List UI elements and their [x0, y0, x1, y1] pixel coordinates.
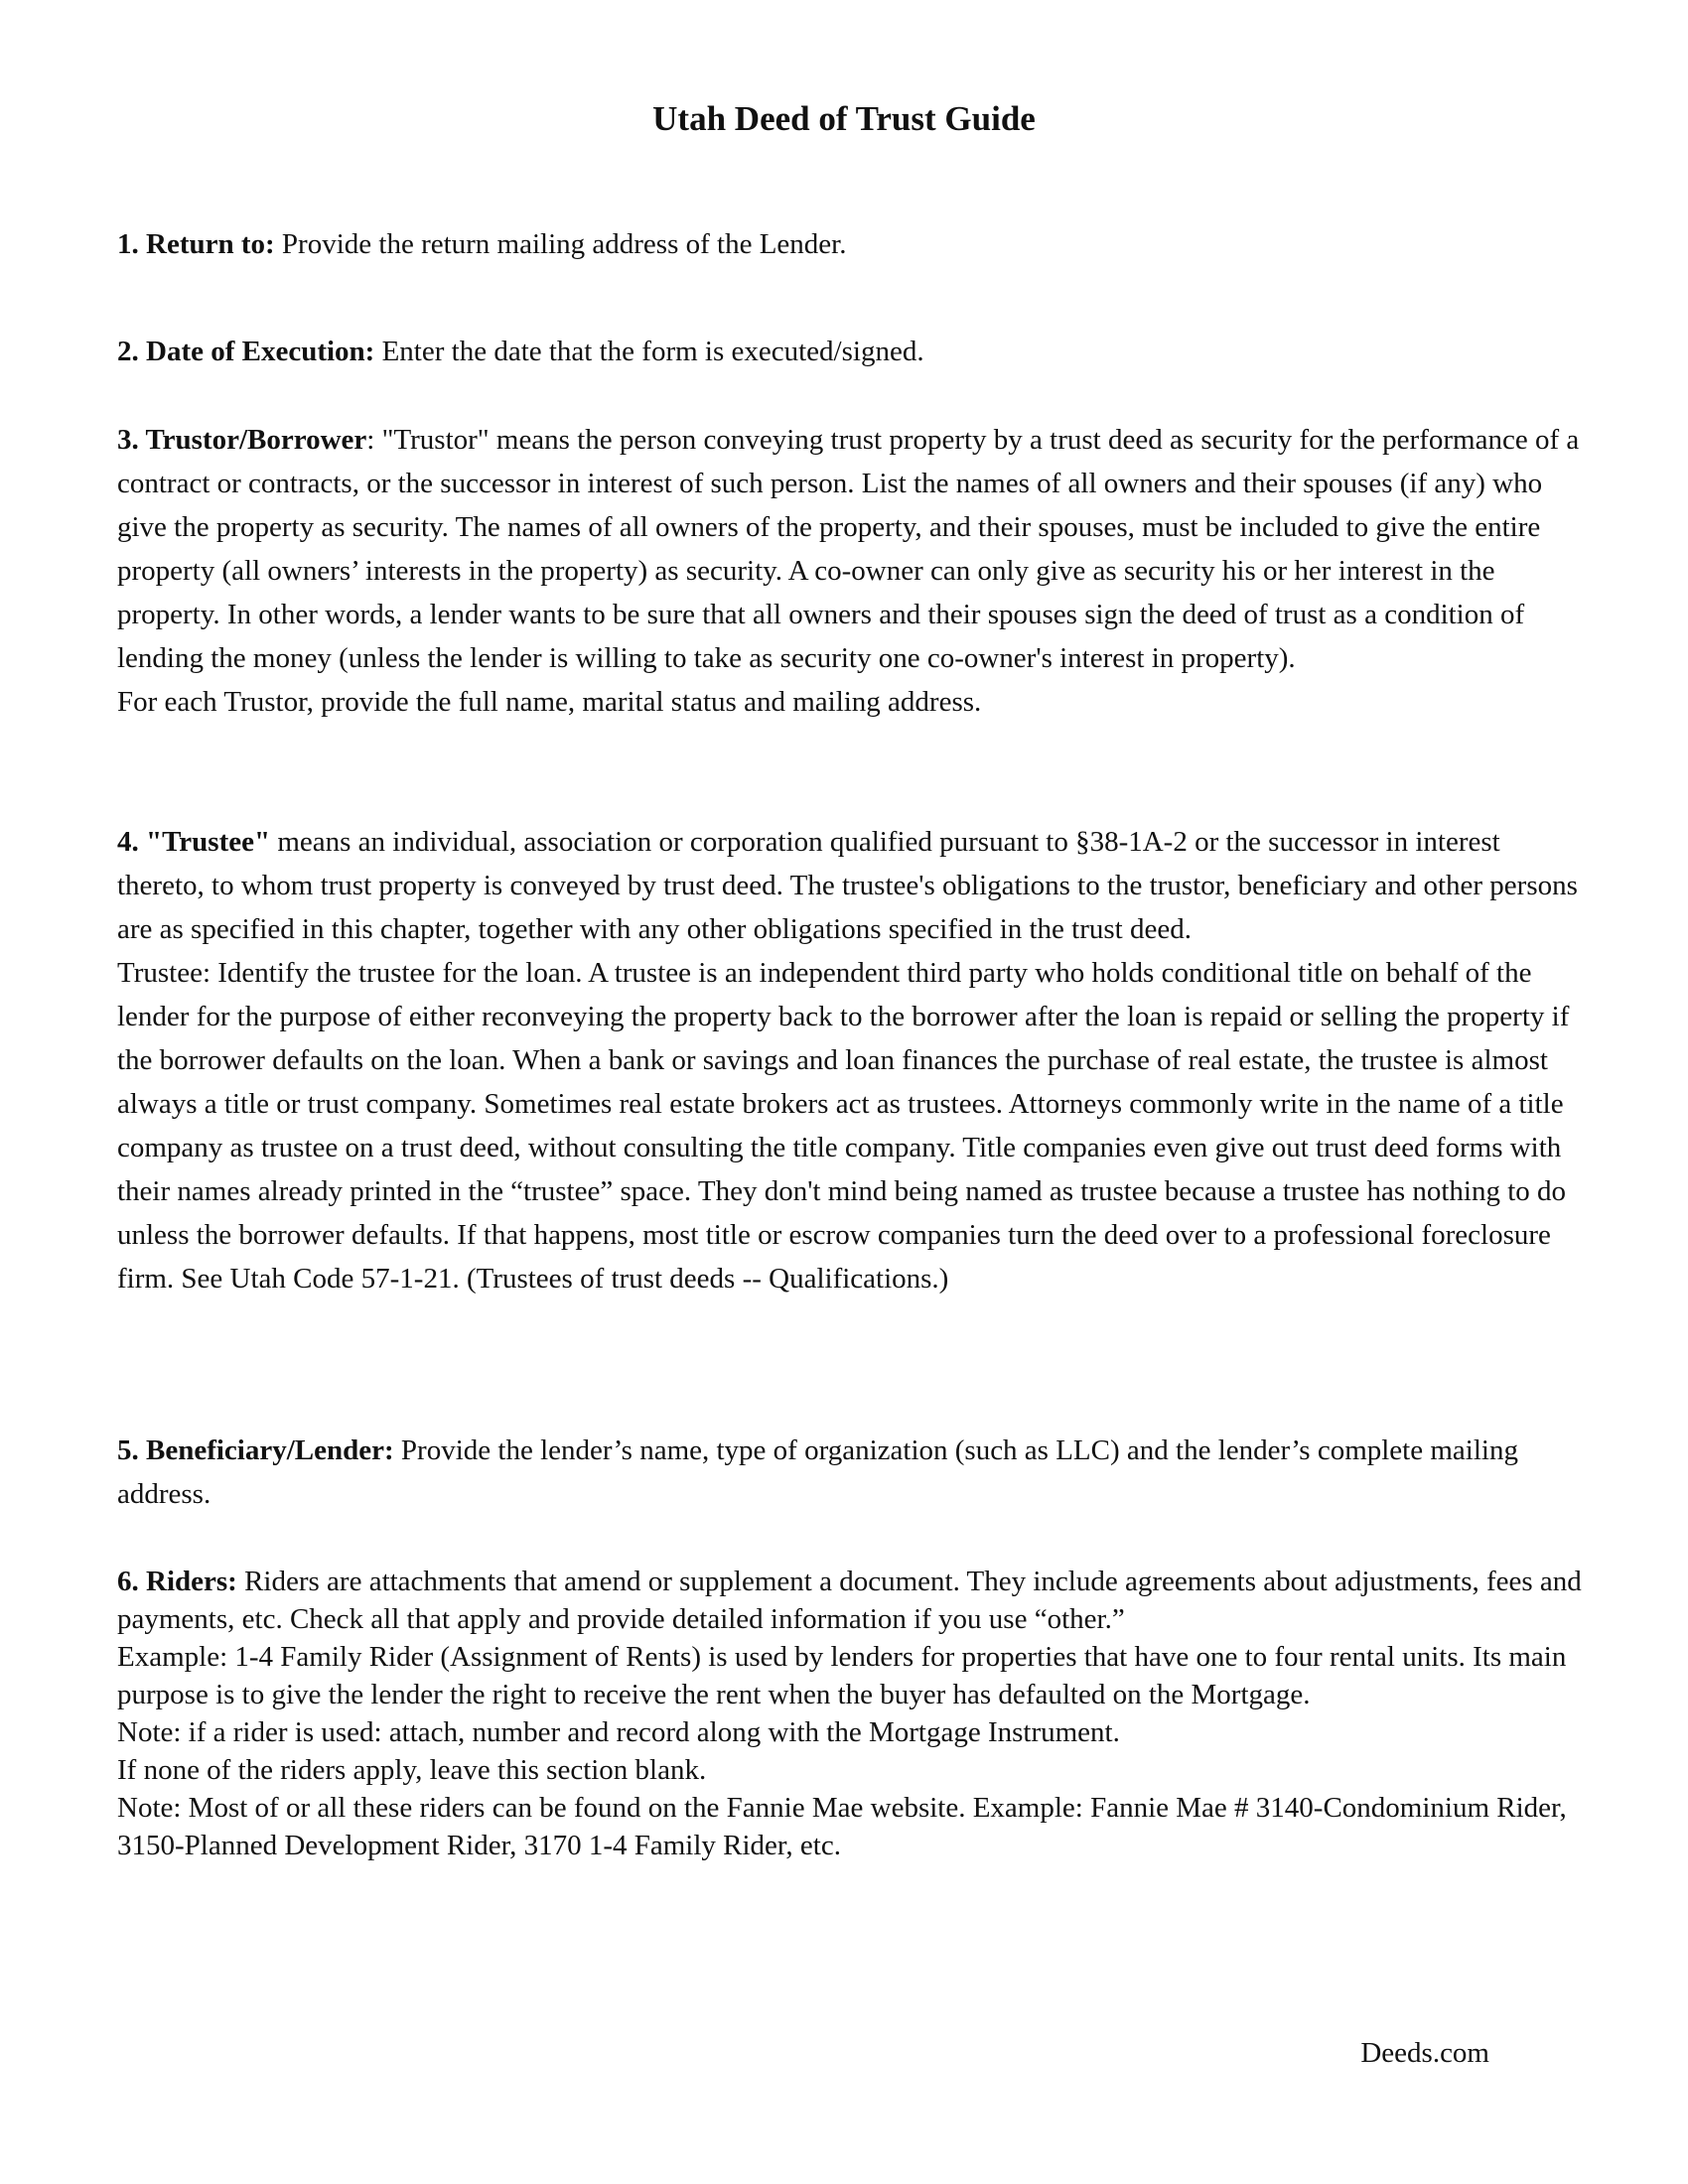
section-paragraph: For each Trustor, provide the full name, marital status and mailing address.: [117, 686, 982, 718]
section-paragraph: 4. "Trustee" means an individual, association or corporation qualified pursuant to §38-1A-2 or the successor in interest thereto, to whom trust property is conveyed by trust deed. The trustee's obligations to the trustor, beneficiary and other persons are as specified in this chapter, together with any other obligations specified in the trust deed.: [117, 826, 1578, 945]
section-paragraph: 6. Riders: Riders are attachments that amend or supplement a document. They include agreements about adjustments, fees and payments, etc. Check all that apply and provide detailed information if you use “other.”: [117, 1566, 1582, 1635]
page-title: Utah Deed of Trust Guide: [652, 99, 1036, 138]
section-paragraph: 3. Trustor/Borrower: "Trustor" means the person conveying trust property by a trust deed as security for the performance of a contract or contracts, or the successor in interest of such person. List the names of all owners and their spouses (if any) who give the property as security. The names of all owners of the property, and their spouses, must be included to give the entire property (all owners’ interests in the property) as security. A co-owner can only give as security his or her interest in the property. In other words, a lender wants to be sure that all owners and their spouses sign the deed of trust as a condition of lending the money (unless the lender is willing to take as security one co-owner's interest in property).: [117, 424, 1580, 674]
section-paragraph: 5. Beneficiary/Lender: Provide the lender’s name, type of organization (such as LLC) and the lender’s complete mailing address.: [117, 1434, 1518, 1510]
section-return-to: [117, 222, 1592, 266]
section-trustee: [117, 820, 1592, 1300]
section-paragraph: Note: if a rider is used: attach, number and record along with the Mortgage Instrument.: [117, 1716, 1120, 1748]
section-label: 1. Return to:: [117, 228, 275, 260]
section-paragraph: Example: 1-4 Family Rider (Assignment of Rents) is used by lenders for properties that have one to four rental units. Its main purpose is to give the lender the right to receive the rent when the buyer has defaulted on the Mortgage.: [117, 1641, 1567, 1710]
section-label: 2. Date of Execution:: [117, 336, 375, 367]
section-paragraph: Note: Most of or all these riders can be found on the Fannie Mae website. Example: Fannie Mae # 3140-Condominium Rider, 3150-Planned Development Rider, 3170 1-4 Family Rider, etc.: [117, 1792, 1567, 1861]
section-date-of-execution: [117, 330, 1592, 373]
section-label: 6. Riders:: [117, 1566, 237, 1597]
footer-brand: Deeds.com: [1360, 2037, 1489, 2069]
section-paragraph: Trustee: Identify the trustee for the loan. A trustee is an independent third party who holds conditional title on behalf of the lender for the purpose of either reconveying the property back to the borrower after the loan is repaid or selling the property if the borrower defaults on the loan. When a bank or savings and loan finances the purchase of real estate, the trustee is almost always a title or trust company. Sometimes real estate brokers act as trustees. Attorneys commonly write in the name of a title company as trustee on a trust deed, without consulting the title company. Title companies even give out trust deed forms with their names already printed in the “trustee” space. They don't mind being named as trustee because a trustee has nothing to do unless the borrower defaults. If that happens, most title or escrow companies turn the deed over to a professional foreclosure firm. See Utah Code 57-1-21. (Trustees of trust deeds -- Qualifications.): [117, 957, 1570, 1295]
section-label: 4. "Trustee": [117, 826, 271, 858]
section-beneficiary-lender: [117, 1429, 1592, 1516]
section-label: 5. Beneficiary/Lender:: [117, 1434, 394, 1466]
section-paragraph: 2. Date of Execution: Enter the date that the form is executed/signed.: [117, 336, 924, 367]
section-paragraph: If none of the riders apply, leave this section blank.: [117, 1754, 707, 1786]
section-riders: [117, 1563, 1592, 1864]
section-label: 3. Trustor/Borrower: [117, 424, 367, 456]
section-paragraph: 1. Return to: Provide the return mailing address of the Lender.: [117, 228, 847, 260]
section-trustor-borrower: [117, 418, 1592, 724]
